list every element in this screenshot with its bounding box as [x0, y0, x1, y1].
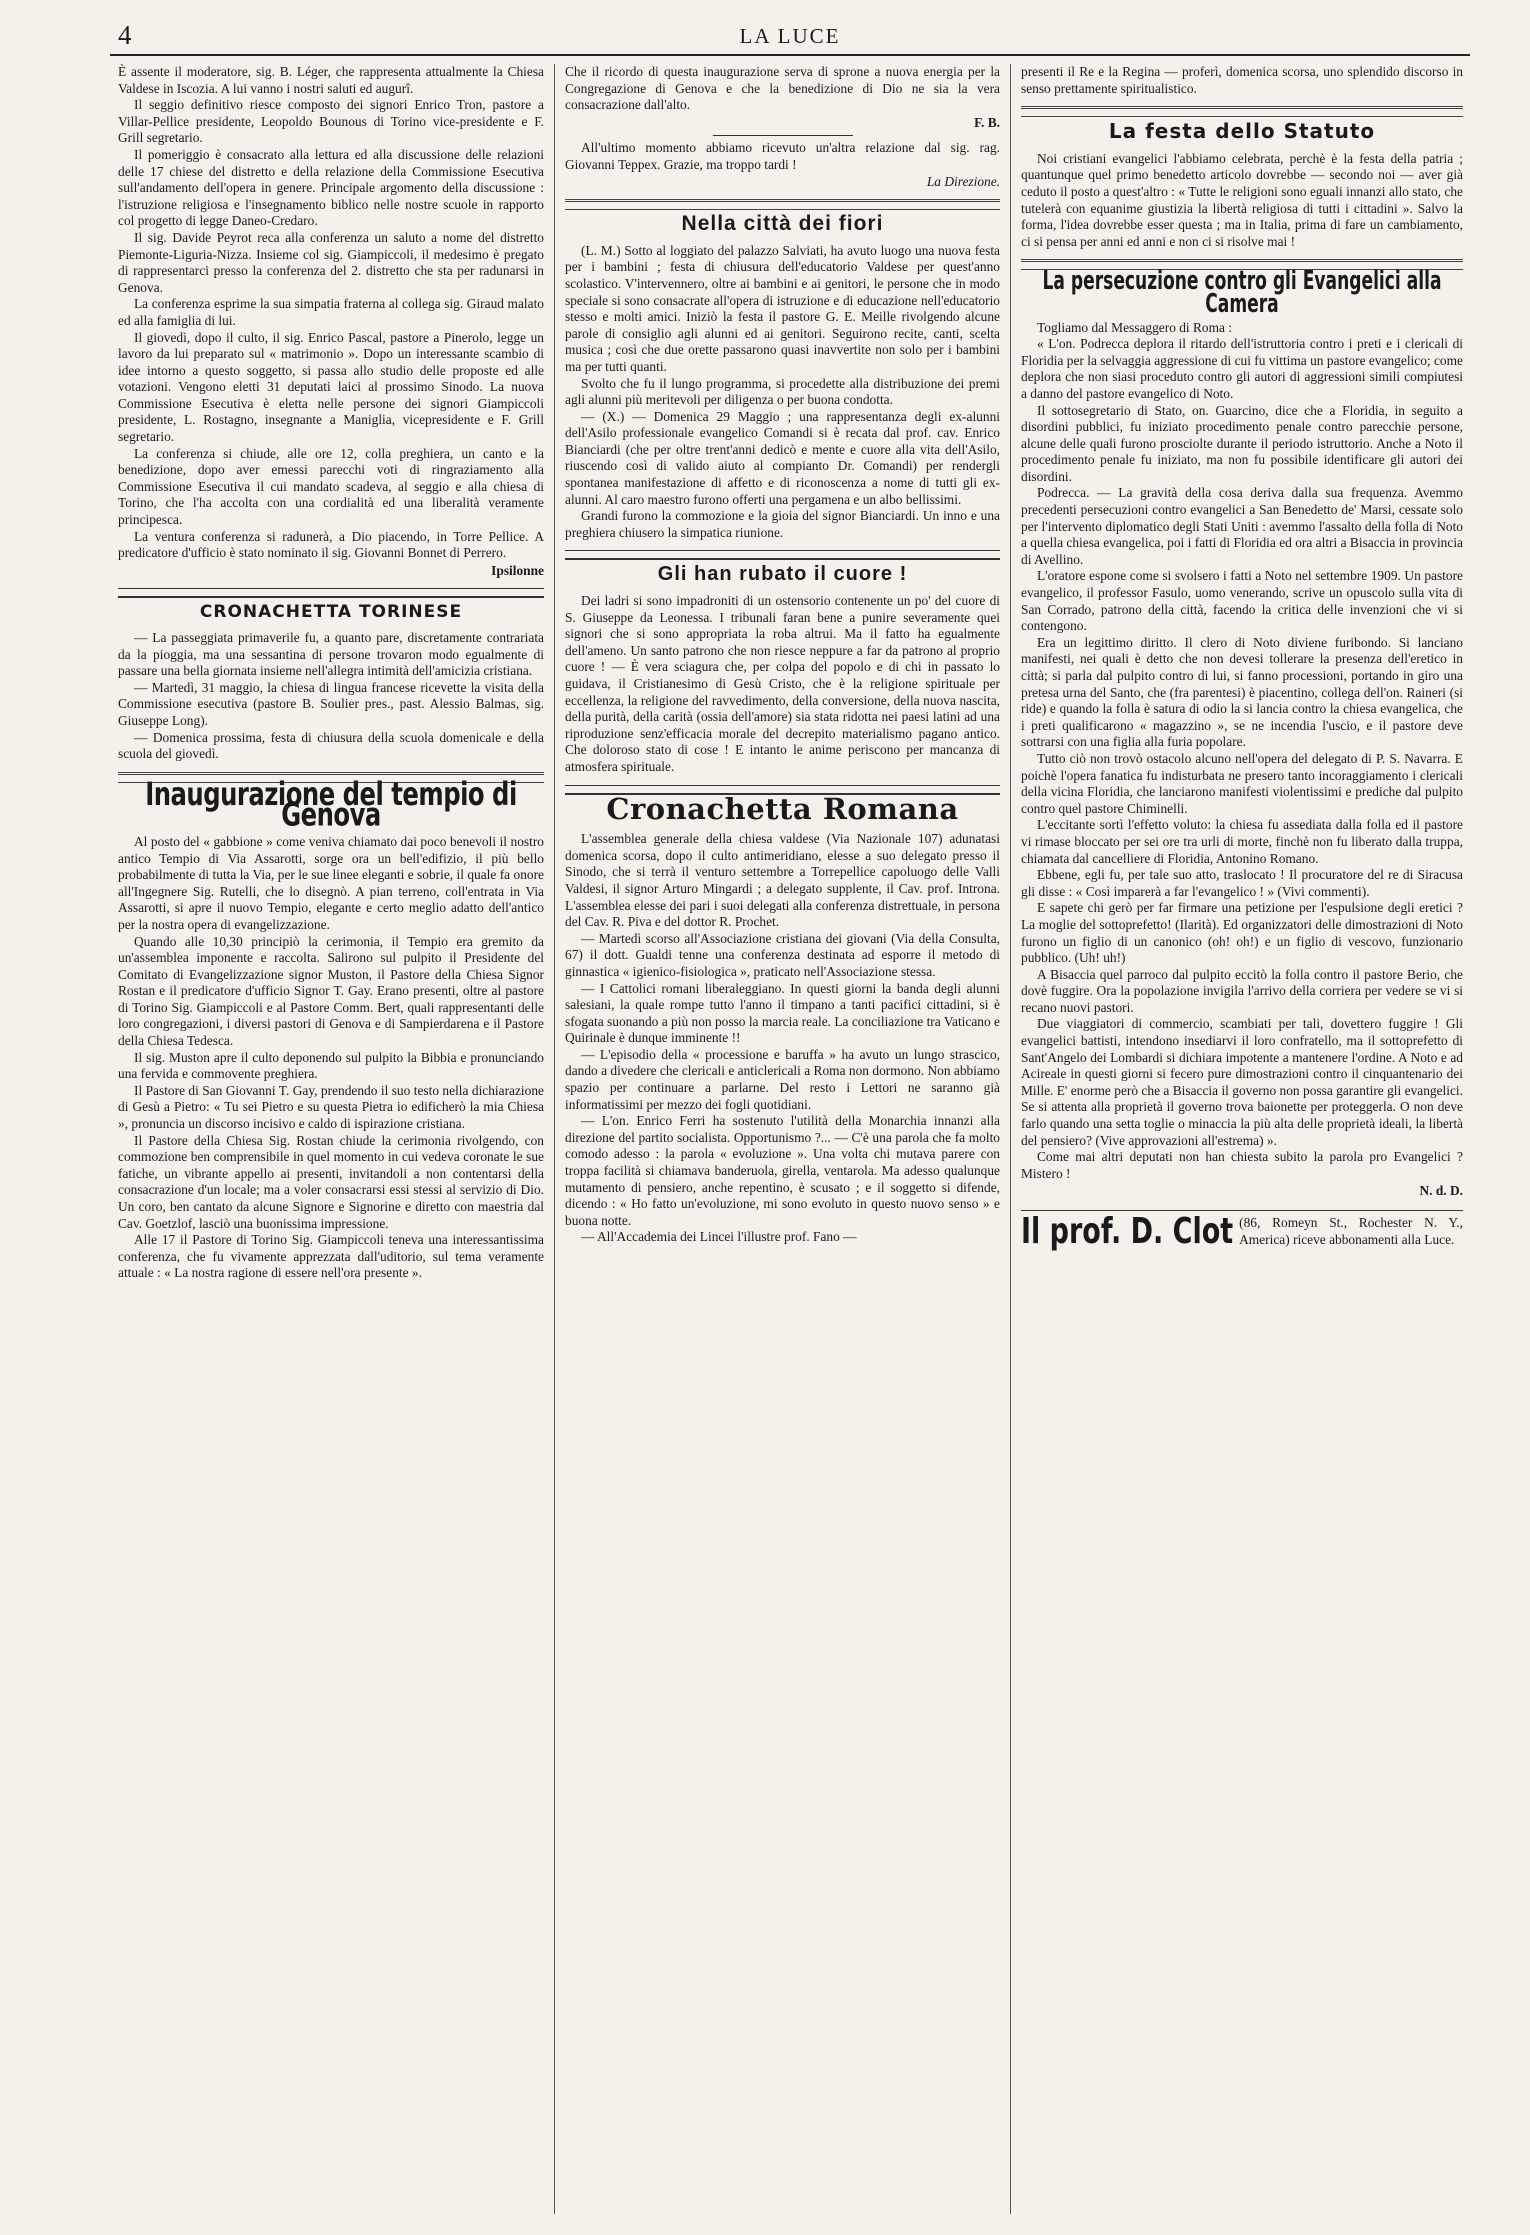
paragraph: Tutto ciò non trovò ostacolo alcuno nell'opera del delegato di P. S. Navarra. E poichè l'opera fanatica fu indisturbata ne presero tanto incoraggiamento i clericali della vicina Floridia, che lanciarono manifesti violentissimi e prediche dal pulpito contro quel pastore Chiminelli. [1021, 750, 1463, 816]
paragraph: A Bisaccia quel parroco dal pulpito eccitò la folla contro il pastore Berio, che dovè fuggire. Ora la popolazione invigila l'arrivo della corriera per vedere se vi si recano nuovi pastori. [1021, 966, 1463, 1015]
page-header [110, 18, 1470, 56]
section-heading [1021, 266, 1463, 319]
paragraph: — (X.) — Domenica 29 Maggio ; una rappresentanza degli ex-alunni dell'Asilo professionale evangelico Comandi si è recata dal prof. cav. Enrico Bianciardi (che per oltre trent'anni dedicò e mente e cuore alla vita dell'Asilo, riuscendo così di valido aiuto al compianto Dr. Comandi) per rendergli spontanea manifestazione di affetto e di riconoscenza a nome di tutti gli ex-alunni. Al caro maestro furono offerti una pergamena e un albo bellissimi. [565, 408, 1000, 507]
paragraph: — I Cattolici romani liberaleggiano. In questi giorni la banda degli alunni salesiani, la quale rompe tutto l'anno il timpano a tanti pacifici cittadini, si è sfogata suonando a più non posso la marcia reale. La conciliazione tra Vaticano e Quirinale è dunque imminente !! [565, 980, 1000, 1046]
paragraph: — All'Accademia dei Lincei l'illustre prof. Fano — [581, 1229, 857, 1245]
paragraph: — Martedì scorso all'Associazione cristiana dei giovani (Via della Consulta, 67) il dott. Gualdi tenne una conferenza destinata ad esporre il metodo di ginnastica « igienico-fisiologica », praticato nell'Associazione stessa. [565, 930, 1000, 979]
signature: Ipsilonne [491, 562, 544, 578]
signature: N. d. D. [1419, 1183, 1463, 1199]
paragraph: L'oratore espone come si svolsero i fatti a Noto nel settembre 1909. Un pastore evangelico, il professor Fasulo, uomo venerando, scrive un opuscolo sulla vita di San Corrado, patrono della città, facendo la critica delle invenzioni che vi si contengono. [1021, 568, 1463, 634]
section-heading [565, 212, 1000, 236]
paragraph: Il Pastore di San Giovanni T. Gay, prendendo il suo testo nella dichiarazione di Gesù a Pietro: « Tu sei Pietro e su questa Pietra io edificherò la mia Chiesa », pronuncia un discorso incisivo e caldo di ispirazione cristiana. [118, 1082, 544, 1132]
heading-text: Nella città dei fiori [681, 212, 884, 236]
paragraph: Era un legittimo diritto. Il clero di Noto diviene furibondo. Si lanciano manifesti, nei quali è detto che non devesi tollerare la presenza dell'eretico in città; si parla dal pulpito contro di lui, si fanno processioni, portando in giro una pretesa urna del Santo, che (fra parentesi) è piacentino, collega dell'on. Raineri (si ride) e quando la folla è satura di odio la si lancia contro la chiesa evangelica, che i preti qualificarono « magazzino », se ne incendia l'uscio, e il pastore deve sottrarsi con una figlia alla furia popolare. [1021, 634, 1463, 750]
paragraph: Il pomeriggio è consacrato alla lettura ed alla discussione delle relazioni delle 17 chiese del distretto e della relazione della Commissione Esecutiva sull'andamento dell'opera in genere. Principale argomento della discussione : l'istruzione religiosa e l'insegnamento biblico nelle nostre scuole in rapporto col progetto di legge Daneo-Credaro. [118, 146, 544, 229]
section-divider [565, 199, 1000, 210]
paragraph: La conferenza esprime la sua simpatia fraterna al collega sig. Giraud malato ed alla famiglia di lui. [118, 296, 544, 328]
paragraph: Il seggio definitivo riesce composto dei signori Enrico Tron, pastore a Villar-Pellice presidente, Leopoldo Bounous di Torino vice-presidente e F. Grill segretario. [118, 97, 544, 146]
paragraph: All'ultimo momento abbiamo ricevuto un'altra relazione dal sig. rag. Giovanni Teppex. Grazie, ma troppo tardi ! [565, 140, 1000, 172]
section-heading [565, 791, 1000, 826]
paragraph: Il Pastore della Chiesa Sig. Rostan chiude la cerimonia rivolgendo, con commozione ben comprensibile in quel momento in cui vedeva coronate le sue fatiche, un vibrante appello ai presenti, invitandoli a non contentarsi della consacrazione d'un locale; ma a voler consacrarsi essi stessi al servizio di Dio. Un coro, ben cantato da alcune Signore e Signorine e diretto con maestria dal Cav. Goetzlof, lasciò una buonissima impressione. [118, 1132, 544, 1231]
heading-text: Gli han rubato il cuore ! [657, 563, 908, 586]
paragraph: Il sottosegretario di Stato, on. Guarcino, dice che a Floridia, in seguito a disordini pubblici, fu iniziato procedimento penale contro parecchie persone, alcune delle quali furono prosciolte durante il periodo istruttorio. Anche a Noto il procedimento penale fu iniziato, ma non fu possibile identificare gli autori dei disordini. [1021, 402, 1463, 484]
ad-name: Il prof. D. Clot [1021, 1210, 1234, 1253]
column-rule [554, 64, 555, 2214]
paragraph: — L'episodio della « processione e baruffa » ha avuto un lungo strascico, dando a divedere che clericali e anticlericali a Roma non dormono. Non abbiamo spazio per continuare a parlarne. Del resto i Lettori ne saranno già informatissimi per mezzo dei fogli quotidiani. [565, 1046, 1000, 1112]
paragraph: — Martedì, 31 maggio, la chiesa di lingua francese ricevette la visita della Commissione esecutiva (pastore B. Soulier pres., past. Alessio Balmas, sig. Giuseppe Long). [118, 679, 544, 728]
paragraph: L'assemblea generale della chiesa valdese (Via Nazionale 107) adunatasi domenica scorsa, dopo il culto antimeridiano, elesse a suo delegato presso il Sinodo, che si terrà il venturo settembre a Torrepellice capoluogo delle Valli Valdesi, il signor Arturo Mingardi ; a delegato supplente, il Cav. prof. Introna. L'assemblea elesse dei pari i suoi delegati alla conferenza distrettuale, in persona del Cav. R. Piva e del dottor R. Prochet. [565, 831, 1000, 930]
paragraph: Il giovedì, dopo il culto, il sig. Enrico Pascal, pastore a Pinerolo, legge un lavoro da lui preparato sul « matrimonio ». Dopo un interessante scambio di idee intorno a questo soggetto, si passa allo studio delle proposte ed alle votazioni. Vengono eletti 31 deputati laici al prossimo Sinodo. La nuova Commissione Esecutiva è eletta nelle persone dei signori Giampiccoli presidente, L. Rostagno, insegnante a Maniglia, vicepresidente e F. Grill segretario. [118, 329, 544, 445]
paragraph: — La passeggiata primaverile fu, a quanto pare, discretamente contrariata da la pioggia, ma una sessantina di persone trovaron modo egualmente di passare una bella giornata insieme nell'allegra intimità dell'amicizia cristiana. [118, 630, 544, 679]
paragraph: — Domenica prossima, festa di chiusura della scuola domenicale e della scuola del giovedì. [118, 729, 544, 762]
paragraph: (L. M.) Sotto al loggiato del palazzo Salviati, ha avuto luogo una nuova festa per i bambini ; festa di chiusura dell'educatorio Valdese per quest'anno scolastico. V'intervennero, oltre ai bambini e ai genitori, le persone che in modo speciale si sono consacrate all'opera di istruzione e di educazione nell'educatorio stesso e molti amici. Iniziò la festa il pastore G. E. Meille rivolgendo alcune parole di consiglio agli alunni ed ai genitori. Seguirono recite, canti, scelta musica ; così che due orette passarono quasi inavvertite non solo per i bambini ma per tutti quanti. [565, 242, 1000, 374]
paragraph: E sapete chi gerò per far firmare una petizione per l'espulsione degli eretici ? La moglie del sottoprefetto! (Ilarità). Ed organizzatori delle dimostrazioni di Noto furono un figlio di un canonico (oh! oh!) e un figlio di vescovo, funzionario pubblico. (Uh! uh!) [1021, 900, 1463, 966]
paragraph: Alle 17 il Pastore di Torino Sig. Giampiccoli teneva una interessantissima conferenza, che fu vivamente apprezzata dall'uditorio, sul tema veramente attuale : « La nostra ragione di essere nell'ora presente ». [118, 1232, 544, 1281]
paragraph: La ventura conferenza si radunerà, a Dio piacendo, in Torre Pellice. A predicatore d'ufficio è stato nominato il sig. Giovanni Bonnet di Perrero. [118, 528, 544, 561]
signature: La Direzione. [926, 173, 1000, 189]
column-2 [565, 64, 1000, 2214]
paragraph: Ebbene, egli fu, per tale suo atto, traslocato ! Il procuratore del re di Siracusa gli disse : « Così imparerà a far l'evangelico ! » (Vivi commenti). [1021, 867, 1463, 899]
column-1 [118, 64, 544, 2214]
paragraph: Due viaggiatori di commercio, scambiati per tali, dovettero fuggire ! Gli evangelici battisti, intendono insediarvi il loro confratello, ma il sottoprefetto di Sant'Angelo dei Lombardi si dichiara impotente a mantenere l'ordine. A Noto e ad Acireale in questi giorni si fecero pure dimostrazioni contro il cinquantenario dei Mille. E' enorme però che a Bisaccia il governo non possa garantire gli evangelici. Se si attenta alla proprietà il governo trova baionette per proteggerla. O non deve farlo quando una setta toglie o minaccia la più alta delle proprietà ideali, la libertà del pensiero? (Vive approvazioni all'estrema) ». [1021, 1016, 1463, 1148]
paragraph: L'eccitante sortì l'effetto voluto: la chiesa fu assediata dalla folla ed il pastore vi rimase bloccato per sei ore tra urli di morte, finchè non fu liberato dalla truppa, chiamata dal cancelliere di Floridia, Antonino Romano. [1021, 817, 1463, 866]
section-heading [118, 775, 544, 833]
paragraph: Come mai altri deputati non han chiesta subito la parola pro Evangelici ? Mistero ! [1021, 1149, 1463, 1181]
paragraph: — L'on. Enrico Ferri ha sostenuto l'utilità della Monarchia innanzi alla direzione del partito socialista. Opportunismo ?... — C'è una parola che fa molto comodo adesso : la parola « evoluzione ». Una volta chi mutava parere con troppa facilità si chiamava banderuola, girella, ventarola. Ma adesso qualunque mutamento di pensiero, anche repentino, è scusato ; e il soggetto si difende, dicendo : « Ho fatto un'evoluzione, mi sono evoluto in questo nuovo senso » e buona notte. [565, 1113, 1000, 1228]
heading-text: CRONACHETTA TORINESE [199, 602, 463, 623]
advertisement [1021, 1210, 1463, 1253]
column-3 [1021, 64, 1463, 2214]
signature: F. B. [974, 114, 1000, 130]
heading-text: La festa dello Statuto [1108, 119, 1376, 144]
section-heading [1021, 119, 1463, 144]
paragraph: Il sig. Muston apre il culto deponendo sul pulpito la Bibbia e pronunciando una fervida e commovente preghiera. [118, 1049, 544, 1082]
short-rule [713, 135, 853, 136]
column-rule [1010, 64, 1011, 2214]
heading-text: Inaugurazione del tempio di Genova [145, 775, 517, 833]
heading-text: Cronachetta Romana [606, 791, 959, 826]
paragraph: Quando alle 10,30 principiò la cerimonia, il Tempio era gremito da un'assemblea imponente e raccolta. Salirono sul pulpito il Presidente del Comitato di Evangelizzazione signor Muston, il Pastore della Chiesa Signor Rostan e il predicatore d'ufficio Signor T. Gay. Erano presenti, oltre al pastore di Torino Sig. Giampiccoli e al Pastore Comm. Bert, quali rappresentanti delle loro congregazioni, i diversi pastori di Genova e di Sampierdarena e il Pastore della Chiesa Tedesca. [118, 933, 544, 1049]
paragraph: Al posto del « gabbione » come veniva chiamato dai poco benevoli il nostro antico Tempio di Via Assarotti, sorge ora un bell'edifizio, il più bello probabilmente di tutta la Via, per le sue linee eleganti e sobrie, il quale fa onore all'Ingegnere Sig. Rutelli, che lo disegnò. A pian terreno, coll'entrata in Via Assarotti, si apre il nuovo Tempio, elegante e certo meglio adatto dell'antico per la nostra opera di evangelizzazione. [118, 833, 544, 932]
paragraph: La conferenza si chiude, alle ore 12, colla preghiera, un canto e la benedizione, dopo aver emessi parecchi voti di ringraziamento alla Commissione Esecutiva il cui mandato scadeva, al seggio e alla chiesa di Torino, che l'ha accolta con una cordialità ed una liberalità veramente principesca. [118, 445, 544, 528]
paragraph: È assente il moderatore, sig. B. Léger, che rappresenta attualmente la Chiesa Valdese in Iscozia. A lui vanno i nostri saluti ed augurî. [118, 64, 544, 96]
paragraph: Che il ricordo di questa inaugurazione serva di sprone a nuova energia per la Congregazione di Genova e che la benedizione di Dio ne sia la vera consacrazione dall'alto. [565, 64, 1000, 113]
paragraph: Il sig. Davide Peyrot reca alla conferenza un saluto a nome del distretto Piemonte-Liguria-Nizza. Insieme col sig. Giampiccoli, il medesimo è pregato di rappresentarci presso la conferenza del 2. distretto che sta per radunarsi in Genova. [118, 229, 544, 295]
heading-text: La persecuzione contro gli Evangelici alla Camera [1042, 266, 1442, 319]
section-heading [118, 604, 544, 622]
paragraph: Dei ladri si sono impadroniti di un ostensorio contenente un po' del cuore di S. Giuseppe da Leonessa. I tribunali faran bene a punire severamente quei signori che si sono appropriata la roba altrui. Ma il fatto ha egualmente dell'ameno. Un santo patrono che non riesce neppure a far da patrono al proprio cuore ! — È vera sciagura che, per colpa del popolo e di chi in passato lo guidava, il Cristianesimo di Gesù Cristo, che è la religione spirituale per eccellenza, la religione del ravvedimento, della conversione, della nuova nascita, della purità, della carità (ossia dell'amore) sia stata ridotta nei paesi latini ad una riproduzione senz'efficacia morale del decrepito materialismo pagano antico. Che doloroso stato di cose ! E intanto le anime periscono per mancanza di atmosfera spirituale. [565, 593, 1000, 774]
paragraph: Grandi furono la commozione e la gioia del signor Bianciardi. Un inno e una preghiera chiusero la simpatica riunione. [565, 508, 1000, 540]
section-divider [1021, 106, 1463, 117]
paragraph: Svolto che fu il lungo programma, si procedette alla distribuzione dei premi agli alunni più meritevoli per diligenza o per buona condotta. [565, 375, 1000, 408]
paragraph: Podrecca. — La gravità della cosa deriva dalla sua frequenza. Avemmo precedenti persecuzioni contro evangelici a San Benedetto de' Marsi, cessate solo per l'intervento diplomatico degli Stati Uniti : avemmo l'assalto della folla di Noto a quella chiesa evangelica, poi i fatti di Floridia ed ora altri a Bisaccia in provincia di Avellino. [1021, 485, 1463, 567]
masthead-title: LA LUCE [739, 24, 841, 48]
paragraph: Noi cristiani evangelici l'abbiamo celebrata, perchè è la festa della patria ; quantunque quel primo benedetto articolo dovrebbe — secondo noi — aver già ceduto il posto a quest'altro : « Tutte le religioni sono eguali innanzi allo stato, che tutelerà con equanime giustizia la libertà religiosa di tutti i cittadini ». Salvo la forma, l'idea dovrebbe esser questa ; ma in Italia, prima di fare un cambiamento, ci si pensa per anni ed anni e non ci si risolve mai ! [1021, 150, 1463, 249]
paragraph: « L'on. Podrecca deplora il ritardo dell'istruttoria contro i preti e i clericali di Floridia per la selvaggia aggressione di cui fu vittima un pastore evangelico; come deplora che non siasi proceduto contro gli autori di aggressioni simili compiutesi a danno del pastore evangelico di Noto. [1021, 336, 1463, 401]
section-divider [565, 550, 1000, 560]
section-divider [118, 588, 544, 598]
paragraph: presenti il Re e la Regina — proferì, domenica scorsa, uno splendido discorso in senso prettamente spiritualistico. [1021, 64, 1463, 96]
paragraph: Togliamo dal Messaggero di Roma : [1037, 319, 1233, 335]
page-number: 4 [118, 20, 132, 50]
section-heading [565, 563, 1000, 586]
ad-text: (86, Romeyn St., Rochester N. Y., America) riceve abbonamenti alla Luce. [1239, 1215, 1463, 1247]
